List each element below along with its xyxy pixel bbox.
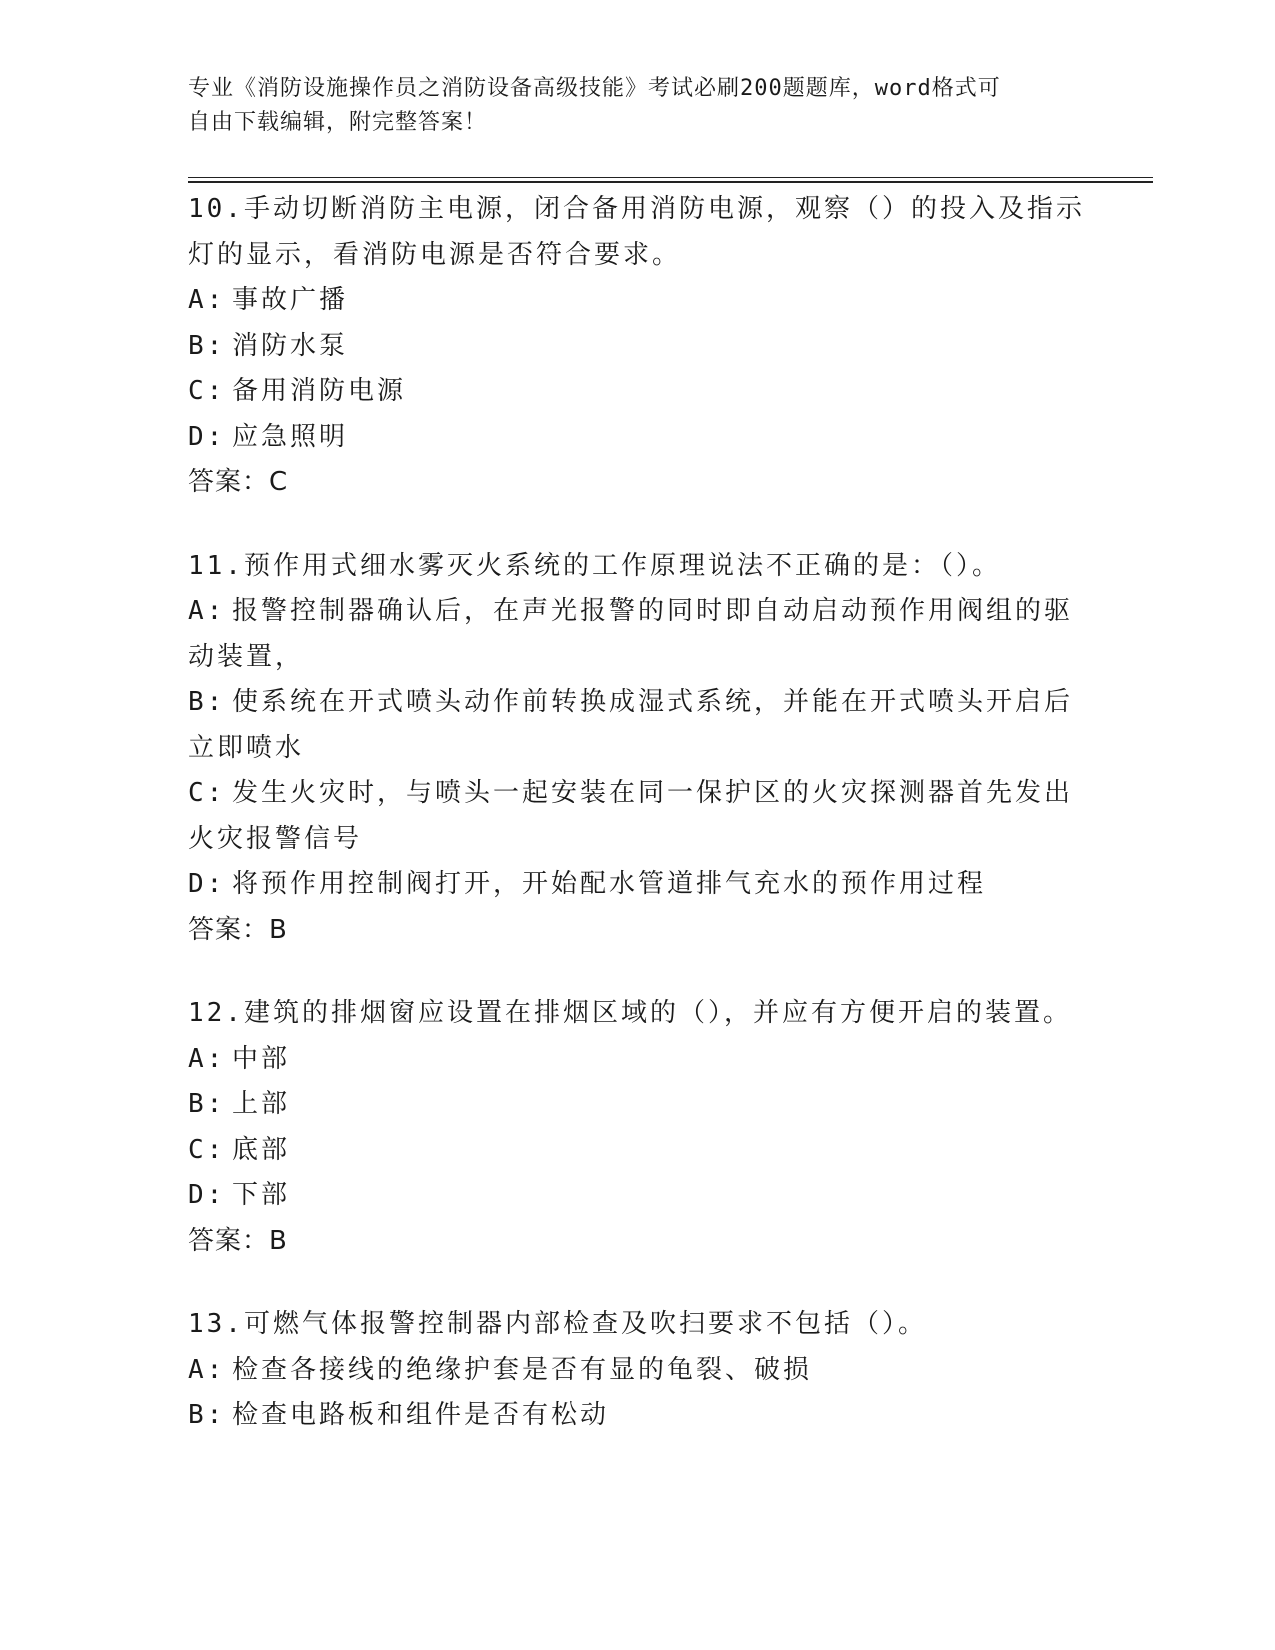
option-text: 事故广播	[232, 285, 349, 315]
option-letter: A:	[188, 285, 226, 315]
option-letter: A:	[188, 596, 226, 626]
option-text: 备用消防电源	[232, 376, 407, 406]
option-letter: C:	[188, 778, 226, 808]
option-text: 下部	[232, 1180, 291, 1210]
option-text: 中部	[232, 1043, 291, 1074]
option-letter: B:	[188, 1400, 226, 1430]
question-11	[188, 544, 1088, 954]
option-letter: B:	[188, 1089, 226, 1119]
option-b	[188, 1082, 1088, 1128]
option-b	[188, 324, 1088, 370]
option-text: 使系统在开式喷头动作前转换成湿式系统，并能在开式喷头开启后	[232, 687, 1074, 717]
option-text: 将预作用控制阀打开，开始配水管道排气充水的预作用过程	[232, 869, 987, 899]
question-stem: 11.预作用式细水雾灭火系统的工作原理说法不正确的是：（）。	[188, 550, 1001, 581]
option-a	[188, 589, 1088, 635]
question-stem: 13.可燃气体报警控制器内部检查及吹扫要求不包括（）。	[188, 1309, 927, 1339]
header-divider	[188, 177, 1153, 183]
option-c	[188, 369, 1088, 415]
option-text: 检查各接线的绝缘护套是否有显的龟裂、破损	[232, 1354, 813, 1385]
header-line-1: 专业《消防设施操作员之消防设备高级技能》考试必刷200题题库，word格式可	[188, 76, 1001, 101]
option-letter: C:	[188, 376, 226, 406]
question-12	[188, 991, 1088, 1264]
option-d	[188, 862, 1088, 908]
question-10	[188, 187, 1088, 506]
option-c	[188, 1128, 1088, 1174]
option-c-continued: 火灾报警信号	[188, 823, 363, 854]
option-b	[188, 680, 1088, 726]
option-letter: A:	[188, 1043, 226, 1074]
option-letter: B:	[188, 330, 226, 361]
option-c	[188, 771, 1088, 817]
option-letter: A:	[188, 1354, 226, 1385]
option-text: 底部	[232, 1134, 291, 1165]
option-text: 报警控制器确认后，在声光报警的同时即自动启动预作用阀组的驱	[232, 596, 1074, 626]
question-13	[188, 1302, 1088, 1439]
option-letter: D:	[188, 1180, 226, 1210]
answer-line: 答案：B	[188, 914, 288, 945]
answer-line: 答案：B	[188, 1225, 288, 1256]
answer-line: 答案：C	[188, 467, 289, 497]
option-text: 检查电路板和组件是否有松动	[232, 1400, 610, 1430]
option-text: 上部	[232, 1089, 291, 1119]
option-d	[188, 415, 1088, 461]
option-a	[188, 278, 1088, 324]
option-b	[188, 1393, 1088, 1439]
document-header	[188, 72, 1088, 140]
question-stem: 10.手动切断消防主电源，闭合备用消防电源，观察（）的投入及指示	[188, 194, 1085, 224]
option-letter: D:	[188, 869, 226, 899]
option-a-continued: 动装置，	[188, 641, 305, 672]
option-letter: B:	[188, 687, 226, 717]
question-stem: 灯的显示，看消防电源是否符合要求。	[188, 239, 682, 270]
question-list	[188, 187, 1088, 1477]
option-text: 发生火灾时，与喷头一起安装在同一保护区的火灾探测器首先发出	[232, 778, 1074, 808]
option-letter: D:	[188, 421, 226, 452]
option-d	[188, 1173, 1088, 1219]
option-b-continued: 立即喷水	[188, 732, 305, 763]
header-line-2: 自由下载编辑，附完整答案！	[188, 110, 488, 135]
option-a	[188, 1037, 1088, 1083]
question-stem: 12.建筑的排烟窗应设置在排烟区域的（），并应有方便开启的装置。	[188, 998, 1072, 1028]
option-text: 消防水泵	[232, 330, 349, 361]
option-letter: C:	[188, 1134, 226, 1165]
option-text: 应急照明	[232, 421, 349, 452]
option-a	[188, 1348, 1088, 1394]
